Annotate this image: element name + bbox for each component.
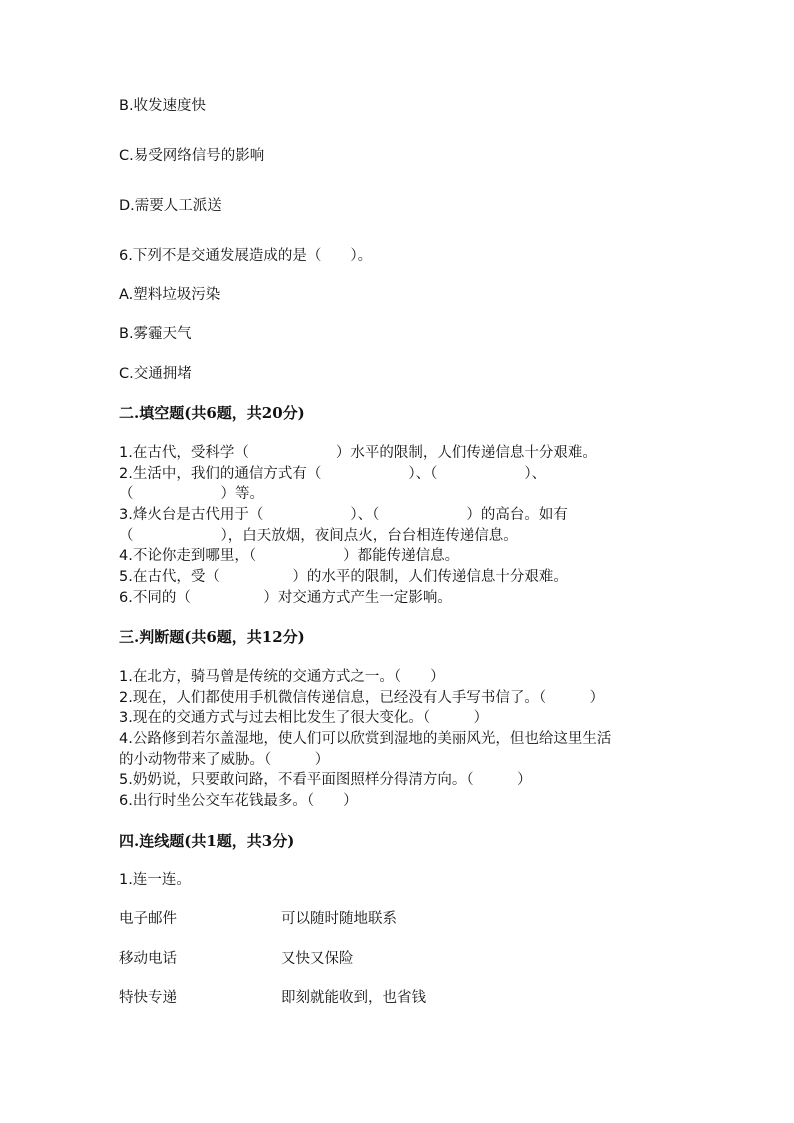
- match-left-3: 特快专递: [119, 990, 177, 1006]
- judge-line-2: 2.现在，人们都使用手机微信传递信息，已经没有人手写书信了。（ ）: [119, 690, 605, 706]
- q6-option-c: C.交通拥堵: [119, 366, 192, 382]
- section3-heading: 三.判断题(共6题，共12分): [119, 628, 305, 646]
- judge-line-4: 4.公路修到若尔盖湿地，使人们可以欣赏到湿地的美丽风光，但也给这里生活: [119, 731, 612, 747]
- fill-line-1: 1.在古代，受科学（ ）水平的限制，人们传递信息十分艰难。: [119, 445, 597, 461]
- section2-heading: 二.填空题(共6题，共20分): [119, 404, 305, 422]
- q6-option-b: B.雾霾天气: [119, 326, 192, 342]
- q5-option-c: C.易受网络信号的影响: [119, 148, 265, 164]
- judge-line-6: 5.奶奶说，只要敢问路，不看平面图照样分得清方向。（ ）: [119, 772, 532, 788]
- judge-line-5: 的小动物带来了威胁。（ ）: [119, 752, 330, 768]
- fill-line-5: （ ），白天放烟，夜间点火，台台相连传递信息。: [119, 528, 518, 544]
- fill-line-4: 3.烽火台是古代用于（ ）、（ ）的高台。如有: [119, 507, 568, 523]
- match-right-2: 又快又保险: [281, 951, 354, 967]
- section4-heading: 四.连线题(共1题，共3分): [119, 832, 295, 850]
- fill-line-6: 4.不论你走到哪里，（ ）都能传递信息。: [119, 548, 460, 564]
- match-right-1: 可以随时随地联系: [281, 911, 397, 927]
- judge-line-1: 1.在北方，骑马曾是传统的交通方式之一。（ ）: [119, 669, 445, 685]
- match-left-1: 电子邮件: [119, 911, 177, 927]
- judge-line-7: 6.出行时坐公交车花钱最多。（ ）: [119, 793, 358, 809]
- q5-option-b: B.收发速度快: [119, 98, 207, 114]
- match-question: 1.连一连。: [119, 872, 191, 888]
- q5-option-d: D.需要人工派送: [119, 198, 222, 214]
- match-left-2: 移动电话: [119, 951, 177, 967]
- fill-line-7: 5.在古代，受（ ）的水平的限制，人们传递信息十分艰难。: [119, 569, 568, 585]
- fill-line-3: （ ）等。: [119, 486, 264, 502]
- match-right-3: 即刻就能收到，也省钱: [281, 990, 426, 1006]
- q6-option-a: A.塑料垃圾污染: [119, 287, 221, 303]
- fill-line-2: 2.生活中，我们的通信方式有（ ）、（ ）、: [119, 466, 547, 482]
- fill-line-8: 6.不同的（ ）对交通方式产生一定影响。: [119, 590, 452, 606]
- judge-line-3: 3.现在的交通方式与过去相比发生了很大变化。（ ）: [119, 710, 489, 726]
- q6-question: 6.下列不是交通发展造成的是（ ）。: [119, 248, 373, 264]
